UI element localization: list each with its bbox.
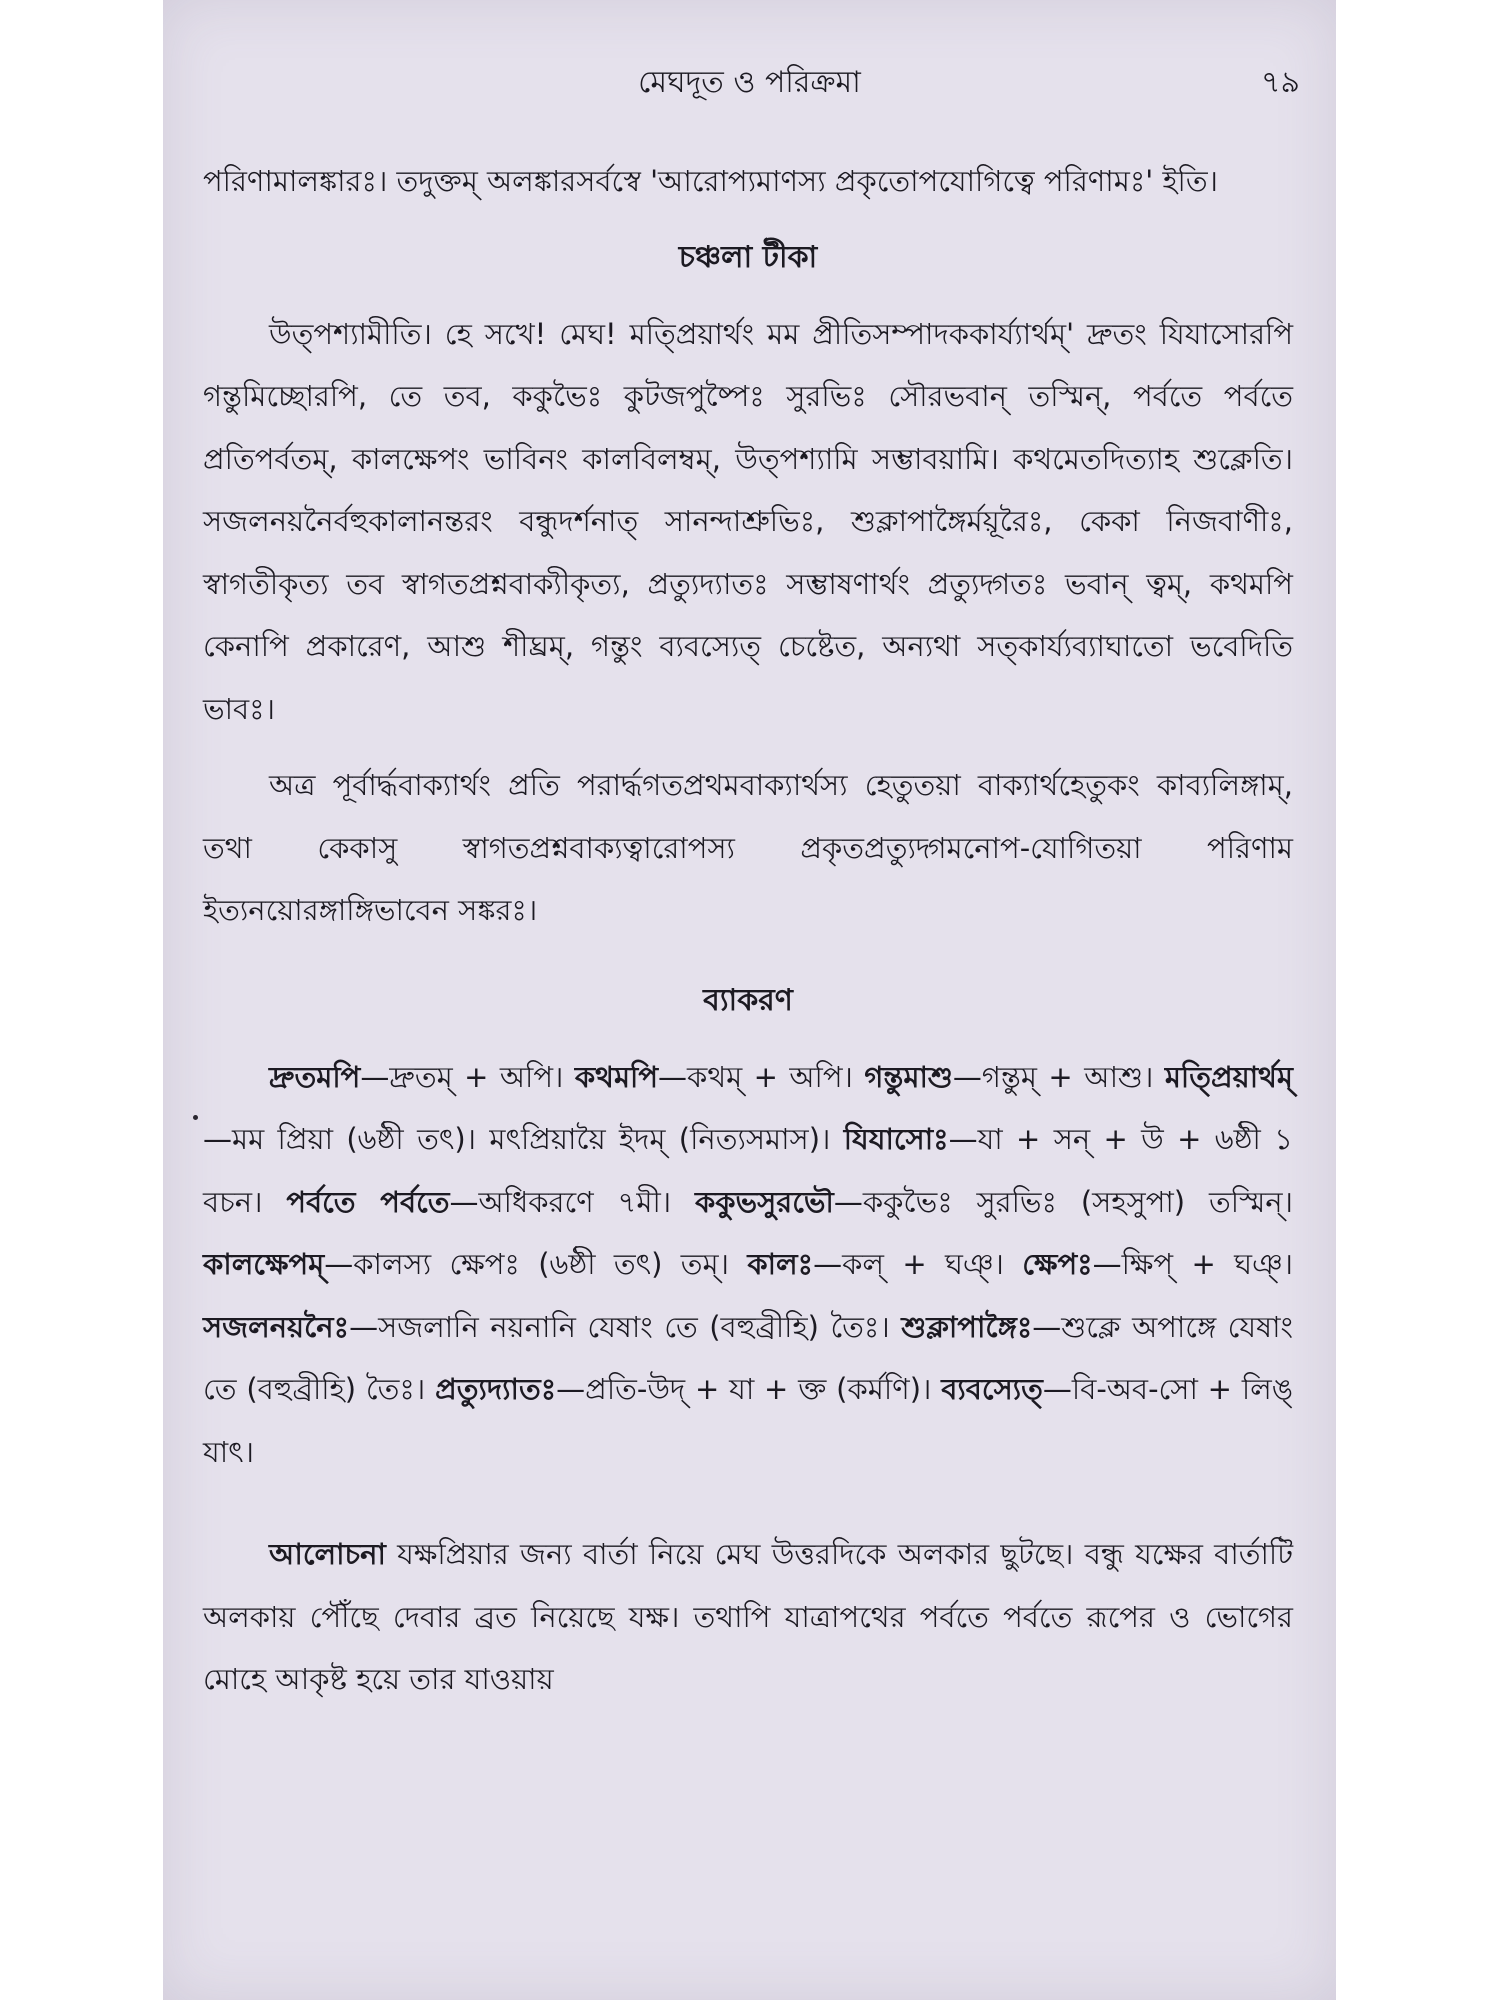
grammar-explanation: —ককুভৈঃ সুরভিঃ (সহসুপা) তস্মিন্। [833,1184,1293,1219]
print-speck [193,1115,198,1120]
discussion-paragraph [203,1523,1293,1711]
grammar-term: কালক্ষেপম্ [203,1247,325,1281]
discussion-text: যক্ষপ্রিয়ার জন্য বার্তা নিয়ে মেঘ উত্তরদিকে অলকার ছুটছে। বন্ধু যক্ষের বার্তাটি অলকায় পৌঁছে দেবার ব্রত নিয়েছে যক্ষ। তথাপি যাত্রাপথের পর্বতে পর্বতে রূপের ও ভোগের মোহে আকৃষ্ট হয়ে তার যাওয়ায় [203,1537,1293,1696]
grammar-explanation: —অধিকরণে ৭মী। [449,1184,695,1219]
grammar-heading: ব্যাকরণ [703,982,793,1018]
grammar-term: পর্বতে পর্বতে [286,1184,450,1219]
grammar-paragraph [203,1046,1293,1484]
grammar-explanation: —যা + সন্ + উ + ৬ষ্ঠী ১ বচন। [203,1122,1293,1219]
grammar-explanation: —কথম্ + অপি। [658,1059,865,1094]
intro-paragraph: পরিণামালঙ্কারঃ। তদুক্তম্ অলঙ্কারসর্বস্বে 'আরোপ্যমাণস্য প্রকৃতোপযোগিত্বে পরিণামঃ' ইতি। [203,164,1218,198]
grammar-explanation: —প্রতি-উদ্ + যা + ক্ত (কর্মণি)। [556,1372,942,1406]
grammar-term: প্রত্যুদ্যাতঃ [435,1372,557,1406]
page-number: ৭৯ [1261,65,1300,100]
grammar-term: ক্ষেপঃ [1022,1247,1093,1281]
grammar-term: শুক্লাপাঙ্গৈঃ [901,1309,1033,1344]
chanchala-paragraph-2: অত্র পূর্বার্দ্ধবাক্যার্থং প্রতি পরার্দ্ধগতপ্রথমবাক্যার্থস্য হেতুতয়া বাক্যার্থহেতুকং কাব্যলিঙ্গাম্, তথা কেকাসু স্বাগতপ্রশ্নবাক্যত্বারোপস্য প্রকৃতপ্রত্যুদ্গমনোপ-যোগিতয়া পরিণাম ইত্যনয়োরঙ্গাঙ্গিভাবেন সঙ্করঃ। [203,768,1293,927]
discussion-label: আলোচনা [269,1537,386,1571]
grammar-explanation: —বি-অব-সো + লিঙ্ যাৎ। [203,1372,1293,1469]
book-page [163,0,1336,2000]
grammar-term: ব্যবস্যেত্ [941,1372,1043,1406]
grammar-explanation: —গন্তুম্ + আশু। [952,1059,1165,1094]
grammar-explanation: —ক্ষিপ্ + ঘঞ্। [1092,1247,1293,1281]
grammar-term: কালঃ [747,1247,814,1281]
grammar-term: দ্রুতমপি [269,1059,361,1094]
grammar-explanation: —শুক্লে অপাঙ্গে যেষাং তে (বহুব্রীহি) তৈঃ। [203,1309,1293,1406]
grammar-term: সজলনয়নৈঃ [203,1309,350,1344]
chanchala-heading: চঞ্চলা টীকা [678,239,818,275]
page-body [203,150,1293,1711]
grammar-term: ককুভসুরভৌ [694,1184,834,1219]
running-header [163,50,1336,110]
grammar-explanation: —কল্ + ঘঞ্। [813,1247,1023,1281]
grammar-term: কথমপি [574,1059,659,1094]
grammar-explanation: —দ্রুতম্ + অপি। [360,1059,575,1094]
running-title: মেঘদূত ও পরিক্রমা [638,65,861,100]
grammar-explanation: —সজলানি নয়নানি যেষাং তে (বহুব্রীহি) তৈঃ। [349,1309,902,1344]
chanchala-paragraph-1: উত্পশ্যামীতি। হে সখে! মেঘ! মত্প্রিয়ার্থং মম প্রীতিসম্পাদককার্য্যার্থম্' দ্রুতং যিযাসোরপি গন্তুমিচ্ছোরপি, তে তব, ককুভৈঃ কুটজপুষ্পৈঃ সুরভিঃ সৌরভবান্ তস্মিন্, পর্বতে পর্বতে প্রতিপর্বতম্, কালক্ষেপং ভাবিনং কালবিলম্বম্, উত্পশ্যামি সম্ভাবয়ামি। কথমেতদিত্যাহ শুক্লেতি। সজলনয়নৈর্বহুকালানন্তরং বন্ধুদর্শনাত্ সানন্দাশ্রুভিঃ, শুক্লাপাঙ্গৈর্ময়ূরৈঃ, কেকা নিজবাণীঃ, স্বাগতীকৃত্য তব স্বাগতপ্রশ্নবাক্যীকৃত্য, প্রত্যুদ্যাতঃ সম্ভাষণার্থং প্রত্যুদ্গতঃ ভবান্ ত্বম্, কথমপি কেনাপি প্রকারেণ, আশু শীঘ্রম্, গন্তুং ব্যবস্যেত্ চেষ্টেত, অন্যথা সত্কার্য্যব্যাঘাতো ভবেদিতি ভাবঃ। [203,316,1293,726]
grammar-term: যিযাসোঃ [843,1122,949,1156]
grammar-explanation: —কালস্য ক্ষেপঃ (৬ষ্ঠী তৎ) তম্। [324,1247,748,1281]
grammar-explanation: —মম প্রিয়া (৬ষ্ঠী তৎ)। মৎপ্রিয়ায়ৈ ইদম্ (নিত্যসমাস)। [203,1122,844,1156]
grammar-term: গন্তুমাশু [864,1059,953,1094]
grammar-term: মত্প্রিয়ার্থম্ [1164,1059,1294,1094]
